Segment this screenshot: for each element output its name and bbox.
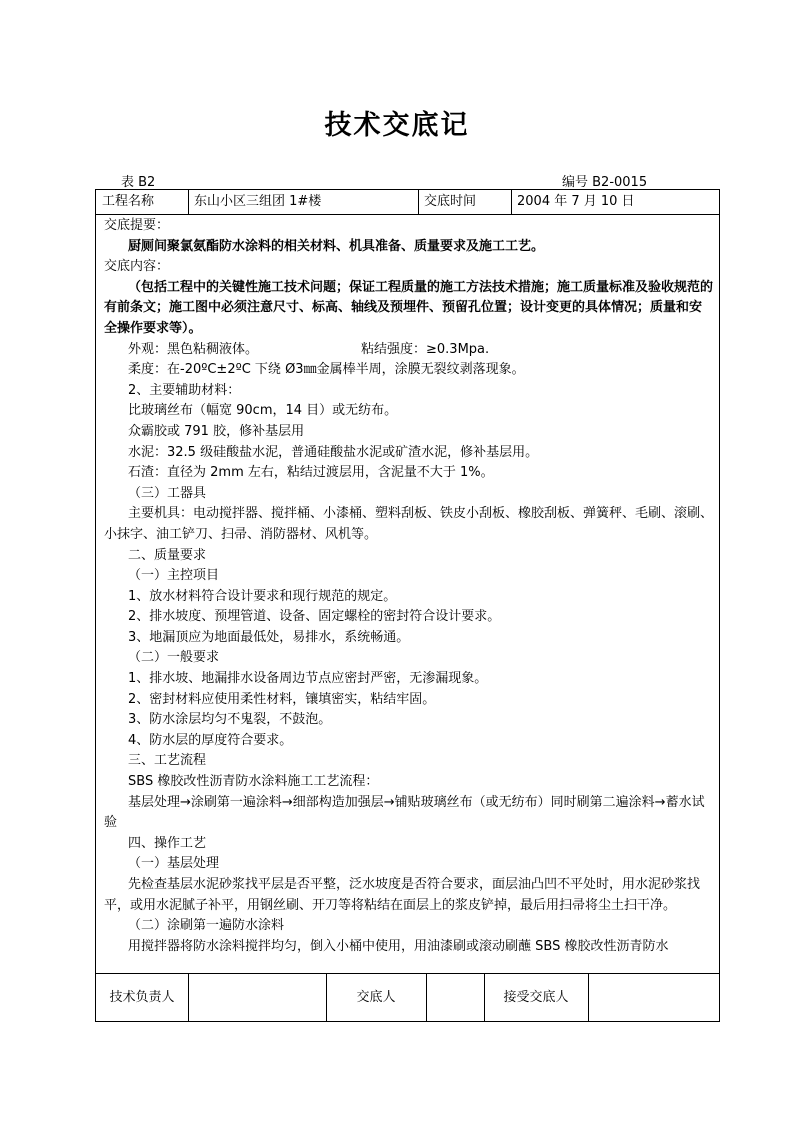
disclosure-date-label: 交底时间 bbox=[424, 194, 477, 209]
process-title: 三、工艺流程 bbox=[128, 753, 207, 769]
aux-materials-title: 2、主要辅助材料： bbox=[128, 382, 241, 398]
appearance-text: 外观：黑色粘稠液体。 bbox=[128, 341, 259, 357]
quality-title: 二、质量要求 bbox=[128, 547, 207, 563]
disclosure-content bbox=[96, 214, 719, 974]
flexibility-line: 柔度：在-20ºC±2ºC 下绕 Ø3㎜金属棒半周，涂膜无裂纹剥落现象。 bbox=[128, 362, 525, 378]
general-item-1: 1、排水坡、地漏排水设备周边节点应密封严密，无渗漏现象。 bbox=[128, 671, 488, 687]
form-code: 表 B2 bbox=[121, 175, 156, 190]
aux-material-3: 水泥：32.5 级硅酸盐水泥，普通硅酸盐水泥或矿渣水泥，修补基层用。 bbox=[128, 444, 539, 460]
bond-strength-text: 粘结强度：≥0.3Mpa. bbox=[361, 341, 490, 357]
aux-material-2: 众霸胶或 791 胶，修补基层用 bbox=[128, 423, 305, 439]
general-title: （二）一般要求 bbox=[128, 650, 220, 666]
general-item-3: 3、防水涂层均匀不鬼裂，不鼓泡。 bbox=[128, 712, 332, 728]
process-flow: 基层处理→涂刷第一遍涂料→细部构造加强层→铺贴玻璃丝布（或无纺布）同时刷第二遍涂料→蓄水试验 bbox=[104, 794, 705, 831]
project-name-label: 工程名称 bbox=[102, 194, 155, 209]
discloser-label: 交底人 bbox=[356, 990, 396, 1005]
appearance-line bbox=[104, 340, 713, 361]
ops-2-title: （二）涂刷第一遍防水涂料 bbox=[128, 918, 285, 934]
tech-lead-label: 技术负责人 bbox=[109, 990, 175, 1005]
receiver-label: 接受交底人 bbox=[503, 990, 569, 1005]
disclosure-table bbox=[95, 189, 720, 1022]
tools-title: （三）工器具 bbox=[128, 485, 207, 501]
main-item-2: 2、排水坡度、预埋管道、设备、固定螺栓的密封符合设计要求。 bbox=[128, 609, 501, 625]
general-item-4: 4、防水层的厚度符合要求。 bbox=[128, 732, 293, 748]
signature-row bbox=[96, 973, 719, 1021]
general-item-2: 2、密封材料应使用柔性材料，镶填密实，粘结牢固。 bbox=[128, 691, 436, 707]
ops-1-title: （一）基层处理 bbox=[128, 856, 220, 872]
aux-material-4: 石渣：直径为 2mm 左右，粘结过渡层用，含泥量不大于 1%。 bbox=[128, 465, 494, 481]
aux-material-1: 比玻璃丝布（幅宽 90cm，14 目）或无纺布。 bbox=[128, 403, 398, 419]
content-intro: （包括工程中的关键性施工技术问题；保证工程质量的施工方法技术措施；施工质量标准及验收规范的有前条文；施工图中必须注意尺寸、标高、轴线及预埋件、预留孔位置；设计变更的具体情况；质量和安全操作要求等）。 bbox=[104, 279, 714, 336]
summary-label: 交底提要： bbox=[104, 218, 170, 233]
operations-title: 四、操作工艺 bbox=[128, 835, 207, 851]
document-number: 编号 B2-0015 bbox=[562, 175, 648, 190]
summary-text: 厨厕间聚氯氨酯防水涂料的相关材料、机具准备、质量要求及施工工艺。 bbox=[128, 238, 545, 254]
main-item-3: 3、地漏顶应为地面最低处，易排水，系统畅通。 bbox=[128, 629, 410, 645]
project-name-value: 东山小区三组团 1#楼 bbox=[194, 194, 322, 209]
main-item-1: 1、放水材料符合设计要求和现行规范的规定。 bbox=[128, 588, 397, 604]
header-row bbox=[96, 190, 719, 215]
process-subtitle: SBS 橡胶改性沥青防水涂料施工工艺流程： bbox=[128, 774, 379, 790]
disclosure-date-value: 2004 年 7 月 10 日 bbox=[517, 194, 635, 209]
ops-1-text: 先检查基层水泥砂浆找平层是否平整，泛水坡度是否符合要求，面层油凸凹不平处时，用水泥砂浆找平，或用水泥腻子补平，用钢丝刷、开刀等将粘结在面层上的浆皮铲掉，最后用扫帚将尘土扫干净。 bbox=[104, 877, 701, 913]
tools-text: 主要机具：电动搅拌器、搅拌桶、小漆桶、塑料刮板、铁皮小刮板、橡胶刮板、弹簧秤、毛刷、滚刷、小抹字、油工铲刀、扫帚、消防器材、风机等。 bbox=[104, 506, 714, 542]
document-title: 技术交底记 bbox=[324, 110, 470, 141]
content-label: 交底内容： bbox=[104, 259, 170, 275]
main-items-title: （一）主控项目 bbox=[128, 568, 220, 584]
ops-2-text: 用搅拌器将防水涂料搅拌均匀，倒入小桶中使用，用油漆刷或滚动刷蘸 SBS 橡胶改性沥青防水 bbox=[128, 938, 669, 954]
